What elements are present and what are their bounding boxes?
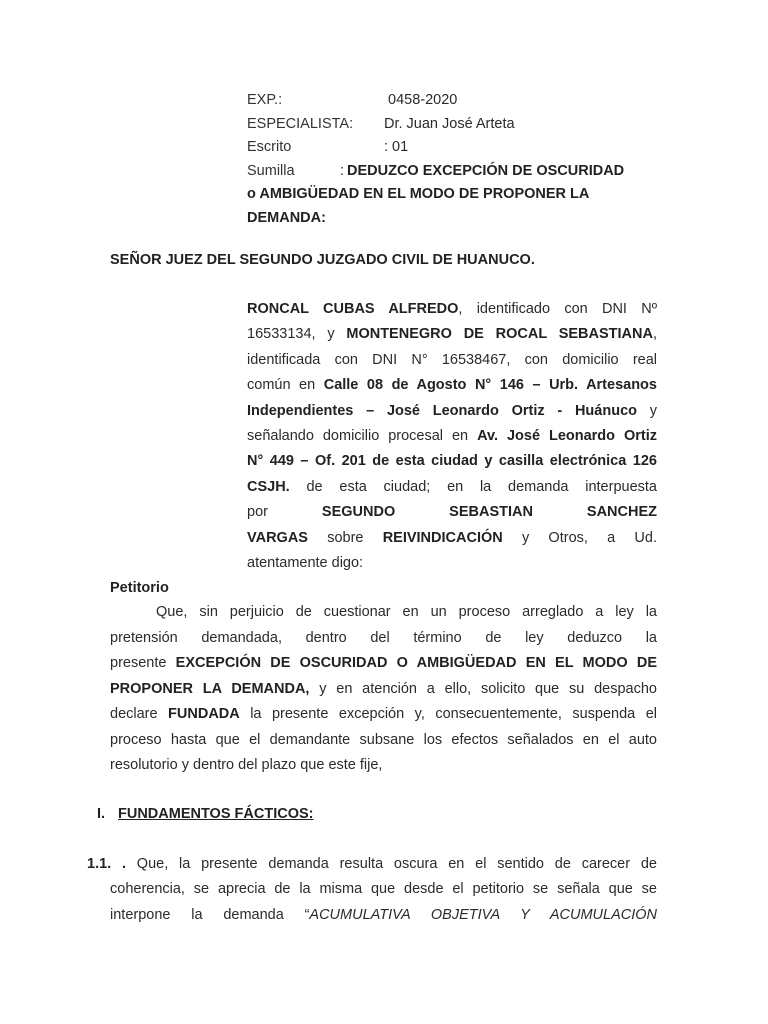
- petitorio-line: PROPONER LA DEMANDA, y en atención a ello, solicito que su despacho: [110, 681, 657, 697]
- intro-line: VARGAS sobre REIVINDICACIÓN y Otros, a Ud.: [247, 530, 657, 546]
- escrito-value: : 01: [384, 139, 409, 155]
- petitorio-line: declare FUNDADA la presente excepción y, consecuentemente, suspenda el: [110, 706, 658, 722]
- sumilla-line-1: DEDUZCO EXCEPCIÓN DE OSCURIDAD: [347, 163, 625, 179]
- para-line: 1.1. . Que, la presente demanda resulta oscura en el sentido de carecer de: [87, 856, 657, 872]
- intro-line: Independientes – José Leonardo Ortiz - Huánuco y: [247, 403, 657, 419]
- petitorio-line: presente EXCEPCIÓN DE OSCURIDAD O AMBIGÜEDAD EN EL MODO DE: [110, 655, 657, 671]
- intro-line: N° 449 – Of. 201 de esta ciudad y casilla electrónica 126: [247, 453, 657, 469]
- section-number: I.: [97, 806, 106, 822]
- sumilla-line-3: DEMANDA:: [247, 210, 326, 226]
- petitorio-line: pretensión demandada, dentro del término de ley deduzco la: [110, 630, 657, 646]
- addressee: SEÑOR JUEZ DEL SEGUNDO JUZGADO CIVIL DE HUANUCO.: [110, 252, 535, 268]
- para-line: coherencia, se aprecia de la misma que desde el petitorio se señala que se: [110, 881, 657, 897]
- petitorio-line: Que, sin perjuicio de cuestionar en un proceso arreglado a ley la: [156, 604, 657, 620]
- petitorio-title: Petitorio: [110, 580, 169, 596]
- intro-line: común en Calle 08 de Agosto N° 146 – Urb. Artesanos: [247, 377, 657, 393]
- intro-line: señalando domicilio procesal en Av. José Leonardo Ortiz: [247, 428, 657, 444]
- petitorio-line: proceso hasta que el demandante subsane los efectos señalados en el auto: [110, 732, 657, 748]
- intro-line: 16533134, y MONTENEGRO DE ROCAL SEBASTIANA,: [247, 326, 657, 342]
- intro-line: atentamente digo:: [247, 555, 364, 571]
- intro-line: CSJH. de esta ciudad; en la demanda interpuesta: [247, 479, 657, 495]
- intro-line: identificada con DNI N° 16538467, con domicilio real: [247, 352, 657, 368]
- exp-value: 0458-2020: [388, 92, 458, 108]
- section-title: FUNDAMENTOS FÁCTICOS:: [118, 806, 314, 822]
- intro-line: por SEGUNDO SEBASTIAN SANCHEZ: [247, 504, 657, 520]
- especialista-value: Dr. Juan José Arteta: [384, 116, 515, 132]
- intro-line: RONCAL CUBAS ALFREDO, identificado con DNI Nº: [247, 301, 657, 317]
- sumilla-line-2: o AMBIGÜEDAD EN EL MODO DE PROPONER LA: [247, 186, 590, 202]
- para-line: interpone la demanda “ACUMULATIVA OBJETIVA Y ACUMULACIÓN: [110, 907, 657, 923]
- sumilla-label: Sumilla: [247, 163, 295, 179]
- sumilla-colon: :: [340, 163, 345, 179]
- especialista-label: ESPECIALISTA:: [247, 116, 354, 132]
- exp-label: EXP.:: [247, 92, 283, 108]
- escrito-label: Escrito: [247, 139, 292, 155]
- petitorio-line: resolutorio y dentro del plazo que este fije,: [110, 757, 383, 773]
